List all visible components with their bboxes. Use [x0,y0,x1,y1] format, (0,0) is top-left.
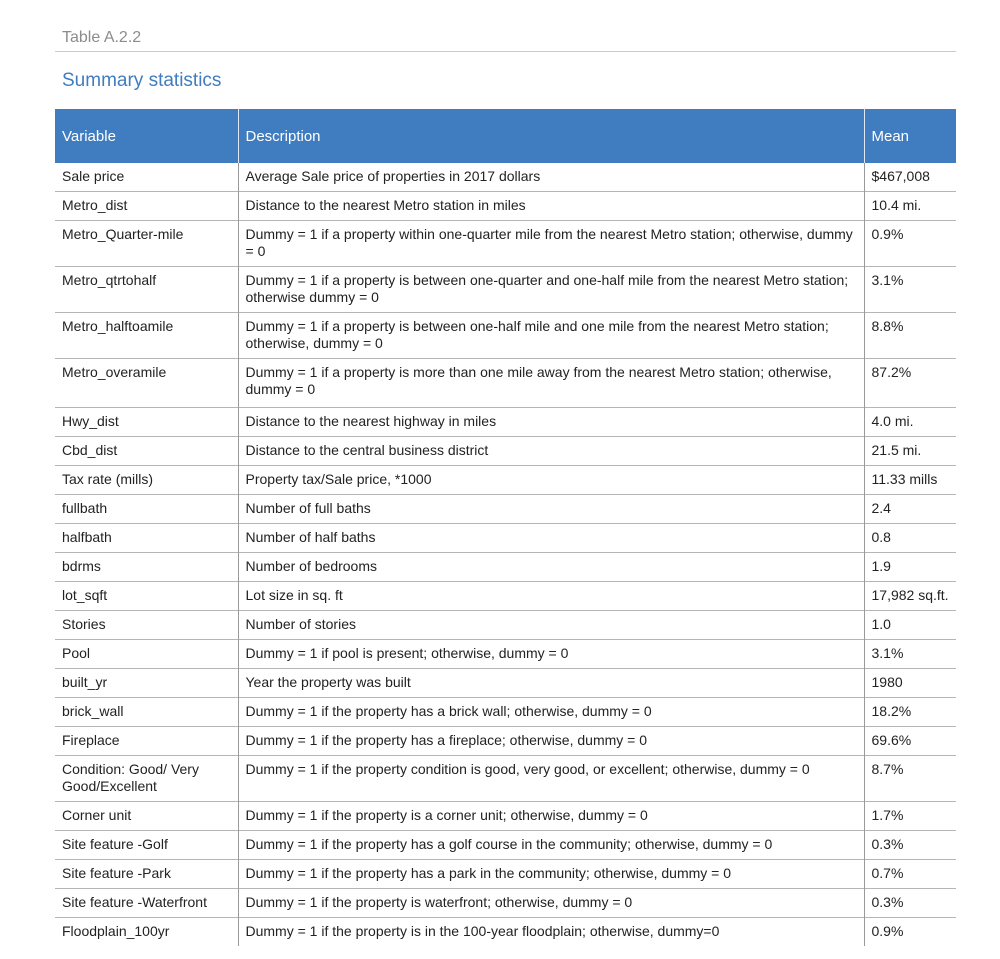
table-title: Summary statistics [62,70,222,91]
cell-description: Number of half baths [238,524,864,553]
cell-variable: Metro_halftoamile [55,313,238,359]
cell-variable: Metro_Quarter-mile [55,221,238,267]
cell-description: Dummy = 1 if the property is waterfront; otherwise, dummy = 0 [238,889,864,918]
cell-description: Dummy = 1 if the property has a brick wall; otherwise, dummy = 0 [238,698,864,727]
table-number: Table A.2.2 [62,29,142,46]
cell-variable: Fireplace [55,727,238,756]
header-divider [55,51,956,52]
cell-description: Number of bedrooms [238,553,864,582]
cell-variable: Corner unit [55,802,238,831]
table-row [55,727,956,756]
cell-description: Dummy = 1 if the property is a corner unit; otherwise, dummy = 0 [238,802,864,831]
table-row [55,359,956,408]
cell-mean: 8.8% [864,313,956,359]
cell-variable: Metro_overamile [55,359,238,408]
cell-mean: 18.2% [864,698,956,727]
table-row [55,267,956,313]
cell-description: Distance to the nearest highway in miles [238,408,864,437]
cell-variable: Tax rate (mills) [55,466,238,495]
cell-mean: 17,982 sq.ft. [864,582,956,611]
table-row [55,582,956,611]
cell-variable: lot_sqft [55,582,238,611]
table-row [55,437,956,466]
cell-variable: Cbd_dist [55,437,238,466]
cell-mean: 4.0 mi. [864,408,956,437]
cell-mean: 87.2% [864,359,956,408]
cell-variable: Hwy_dist [55,408,238,437]
cell-description: Dummy = 1 if a property is between one-quarter and one-half mile from the nearest Metro station; otherwise dummy = 0 [238,267,864,313]
cell-mean: 1.9 [864,553,956,582]
cell-variable: Site feature -Waterfront [55,889,238,918]
table-row [55,221,956,267]
table-row [55,495,956,524]
table-row [55,466,956,495]
cell-variable: Floodplain_100yr [55,918,238,947]
table-row [55,756,956,802]
table-row [55,669,956,698]
cell-variable: halfbath [55,524,238,553]
cell-mean: 0.8 [864,524,956,553]
cell-mean: 11.33 mills [864,466,956,495]
table-row [55,524,956,553]
cell-variable: Site feature -Park [55,860,238,889]
cell-mean: 0.3% [864,889,956,918]
cell-mean: 8.7% [864,756,956,802]
table-header-row [55,109,956,163]
cell-description: Property tax/Sale price, *1000 [238,466,864,495]
cell-description: Dummy = 1 if the property has a fireplace; otherwise, dummy = 0 [238,727,864,756]
table-row [55,698,956,727]
cell-variable: Condition: Good/ Very Good/Excellent [55,756,238,802]
cell-mean: 1.0 [864,611,956,640]
cell-description: Dummy = 1 if the property condition is good, very good, or excellent; otherwise, dummy = 0 [238,756,864,802]
cell-description: Dummy = 1 if the property has a park in the community; otherwise, dummy = 0 [238,860,864,889]
cell-description: Dummy = 1 if pool is present; otherwise, dummy = 0 [238,640,864,669]
table-row [55,611,956,640]
table-row [55,408,956,437]
table-row [55,860,956,889]
cell-variable: Stories [55,611,238,640]
cell-variable: Metro_dist [55,192,238,221]
cell-variable: Site feature -Golf [55,831,238,860]
cell-mean: 1.7% [864,802,956,831]
cell-description: Distance to the central business district [238,437,864,466]
cell-variable: bdrms [55,553,238,582]
table-row [55,831,956,860]
cell-description: Distance to the nearest Metro station in miles [238,192,864,221]
cell-description: Dummy = 1 if a property within one-quarter mile from the nearest Metro station; otherwise, dummy = 0 [238,221,864,267]
cell-variable: Metro_qtrtohalf [55,267,238,313]
cell-description: Dummy = 1 if the property is in the 100-year floodplain; otherwise, dummy=0 [238,918,864,947]
table-row [55,313,956,359]
column-header-description: Description [238,109,864,163]
cell-variable: built_yr [55,669,238,698]
cell-mean: 2.4 [864,495,956,524]
cell-description: Number of full baths [238,495,864,524]
cell-mean: 69.6% [864,727,956,756]
table-row [55,192,956,221]
cell-mean: 3.1% [864,267,956,313]
cell-mean: 10.4 mi. [864,192,956,221]
table-row [55,889,956,918]
cell-variable: Sale price [62,168,125,184]
cell-description: Year the property was built [238,669,864,698]
cell-description: Dummy = 1 if a property is more than one mile away from the nearest Metro station; otherwise, dummy = 0 [238,359,864,408]
summary-statistics-table [55,109,956,946]
cell-variable: Pool [55,640,238,669]
cell-variable: fullbath [55,495,238,524]
table-row [55,553,956,582]
table-row [55,802,956,831]
cell-description: Average Sale price of properties in 2017 dollars [238,163,864,192]
table-row [55,918,956,947]
cell-mean: $467,008 [864,163,956,192]
cell-description: Dummy = 1 if the property has a golf course in the community; otherwise, dummy = 0 [238,831,864,860]
cell-description: Dummy = 1 if a property is between one-half mile and one mile from the nearest Metro station; otherwise, dummy = 0 [238,313,864,359]
cell-mean: 0.9% [864,918,956,947]
cell-variable: brick_wall [55,698,238,727]
cell-mean: 0.9% [864,221,956,267]
column-header-mean: Mean [864,109,956,163]
table-row [55,163,956,192]
cell-mean: 0.3% [864,831,956,860]
column-header-variable: Variable [55,109,238,163]
cell-mean: 3.1% [864,640,956,669]
table-row [55,640,956,669]
cell-mean: 1980 [864,669,956,698]
cell-mean: 0.7% [864,860,956,889]
cell-description: Number of stories [238,611,864,640]
cell-mean: 21.5 mi. [864,437,956,466]
cell-description: Lot size in sq. ft [238,582,864,611]
